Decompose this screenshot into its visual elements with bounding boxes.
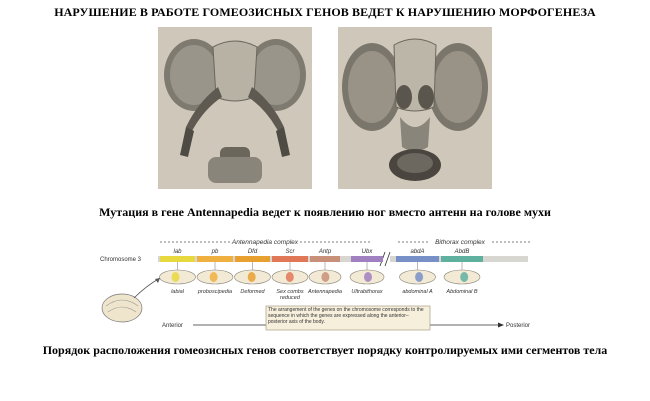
antennapedia-complex-label: Antennapedia complex [231, 239, 299, 246]
fly-head-with-legs-icon [158, 27, 312, 189]
gene-segment-ubx [351, 256, 383, 262]
phenotype-label: Abdominal B [446, 289, 478, 295]
phenotype-label: Ultrabithorax [351, 289, 383, 295]
gene-label-antp: Antp [318, 249, 332, 255]
gene-label-abdb: AbdB [454, 249, 470, 255]
phenotype-label: Antennapedia [308, 289, 342, 295]
gene-segment-lab [160, 256, 195, 262]
gene-label-ubx: Ubx [361, 249, 373, 255]
embryo-expression-band [286, 272, 294, 282]
phenotype-label: abdominal A [402, 289, 433, 295]
note-text: The arrangement of the genes on the chromosome corresponds to the sequence in which the genes are expressed along the anterior–posterior axis of the body. [268, 307, 424, 325]
anterior-label: Anterior [162, 323, 184, 329]
gene-segment-antp [310, 256, 340, 262]
embryo-expression-band [172, 272, 180, 282]
gene-label-pb: pb [211, 249, 219, 255]
phenotype-label: labial [171, 289, 184, 295]
larva-icon [102, 278, 160, 322]
embryo-expression-band [364, 272, 372, 282]
axis-arrowhead [498, 323, 504, 328]
bottom-caption: Порядок расположения гомеозисных генов соответствует порядку контролируемых ими сегментов тела [42, 343, 608, 357]
phenotype-label: proboscipedia [197, 289, 233, 295]
gene-group [160, 249, 483, 262]
embryo-expression-band [321, 272, 329, 282]
phenotype-label: Sex combs reduced [276, 289, 304, 301]
normal-fly-head-photo [338, 27, 492, 189]
gene-label-abda: abdA [410, 249, 425, 255]
gene-label-scr: Scr [285, 249, 295, 255]
gene-segment-abdb [441, 256, 483, 262]
gene-segment-dfd [235, 256, 270, 262]
embryo-expression-band [210, 272, 218, 282]
embryo-expression-band [460, 272, 468, 282]
gene-segment-abda [396, 256, 439, 262]
embryo-expression-band [415, 272, 423, 282]
embryo-group [160, 262, 481, 301]
mutant-fly-head-photo [158, 27, 312, 189]
embryo-expression-band [248, 272, 256, 282]
bithorax-complex-label: Bithorax complex [435, 239, 485, 246]
gene-label-lab: lab [173, 249, 182, 255]
posterior-label: Posterior [506, 323, 531, 329]
gene-segment-pb [197, 256, 233, 262]
hox-gene-diagram [100, 232, 550, 334]
fly-head-normal-icon [338, 27, 492, 189]
phenotype-label: Deformed [240, 289, 265, 295]
page-title: НАРУШЕНИЕ В РАБОТЕ ГОМЕОЗИСНЫХ ГЕНОВ ВЕДЕТ К НАРУШЕНИЮ МОРФОГЕНЕЗА [54, 5, 596, 19]
gene-segment-scr [272, 256, 308, 262]
gene-label-dfd: Dfd [247, 249, 258, 255]
chromosome-label: Chromosome 3 [100, 257, 142, 263]
antennapedia-caption: Мутация в гене Antennapedia ведет к появлению ног вместо антенн на голове мухи [99, 205, 551, 219]
